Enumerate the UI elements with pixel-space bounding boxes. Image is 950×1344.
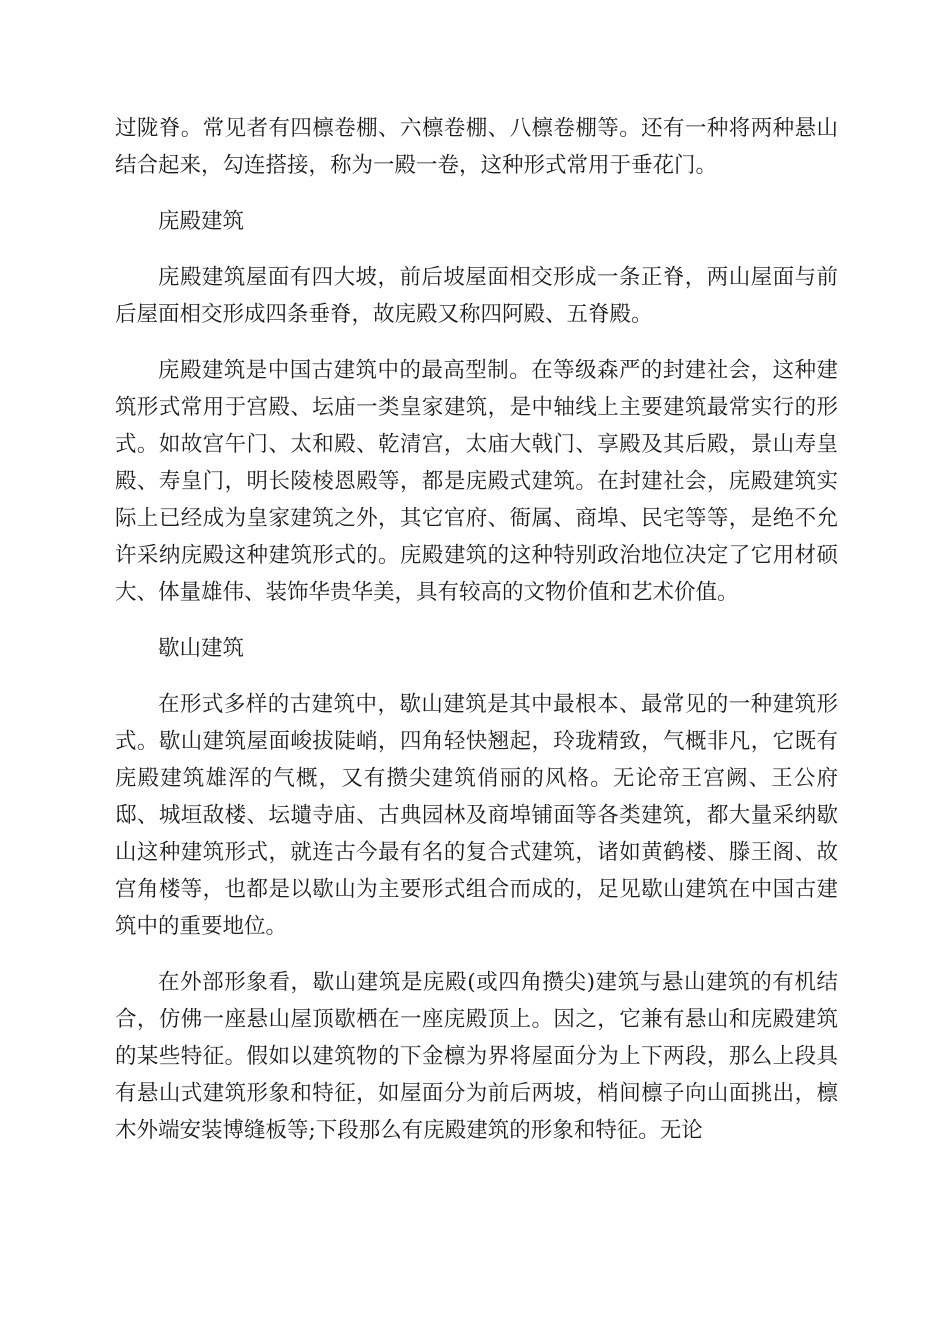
paragraph-xieshan-form: 在外部形象看，歇山建筑是庑殿(或四角攒尖)建筑与悬山建筑的有机结合，仿佛一座悬山屋顶歇栖在一座庑殿顶上。因之，它兼有悬山和庑殿建筑的某些特征。假如以建筑物的下金檩为界将屋面分为上下两段，那么上段具有悬山式建筑形象和特征，如屋面分为前后两坡，梢间檩子向山面挑出，檩木外端安装博缝板等;下段那么有庑殿建筑的形象和特征。无论 [115, 970, 838, 1143]
section-heading-wudian: 庑殿建筑 [158, 209, 245, 234]
section-heading-xieshan: 歇山建筑 [158, 636, 245, 661]
paragraph-wudian-roof: 庑殿建筑屋面有四大坡，前后坡屋面相交形成一条正脊，两山屋面与前后屋面相交形成四条垂脊，故庑殿又称四阿殿、五脊殿。 [115, 265, 838, 327]
paragraph-continued: 过陇脊。常见者有四檩卷棚、六檩卷棚、八檩卷棚等。还有一种将两种悬山结合起来，勾连搭接，称为一殿一卷，这种形式常用于垂花门。 [115, 116, 838, 178]
paragraph-wudian-rank: 庑殿建筑是中国古建筑中的最高型制。在等级森严的封建社会，这种建筑形式常用于宫殿、坛庙一类皇家建筑，是中轴线上主要建筑最常实行的形式。如故宫午门、太和殿、乾清宫，太庙大戟门、享殿及其后殿，景山寿皇殿、寿皇门，明长陵棱恩殿等，都是庑殿式建筑。在封建社会，庑殿建筑实际上已经成为皇家建筑之外，其它官府、衙属、商埠、民宅等等，是绝不允许采纳庑殿这种建筑形式的。庑殿建筑的这种特别政治地位决定了它用材硕大、体量雄伟、装饰华贵华美，具有较高的文物价值和艺术价值。 [115, 358, 838, 605]
paragraph-xieshan-intro: 在形式多样的古建筑中，歇山建筑是其中最根本、最常见的一种建筑形式。歇山建筑屋面峻拔陡峭，四角轻快翘起，玲珑精致，气概非凡，它既有庑殿建筑雄浑的气概，又有攒尖建筑俏丽的风格。无论帝王宫阙、王公府邸、城垣敌楼、坛壝寺庙、古典园林及商埠铺面等各类建筑，都大量采纳歇山这种建筑形式，就连古今最有名的复合式建筑，诸如黄鹤楼、滕王阁、故宫角楼等，也都是以歇山为主要形式组合而成的，足见歇山建筑在中国古建筑中的重要地位。 [115, 692, 838, 939]
